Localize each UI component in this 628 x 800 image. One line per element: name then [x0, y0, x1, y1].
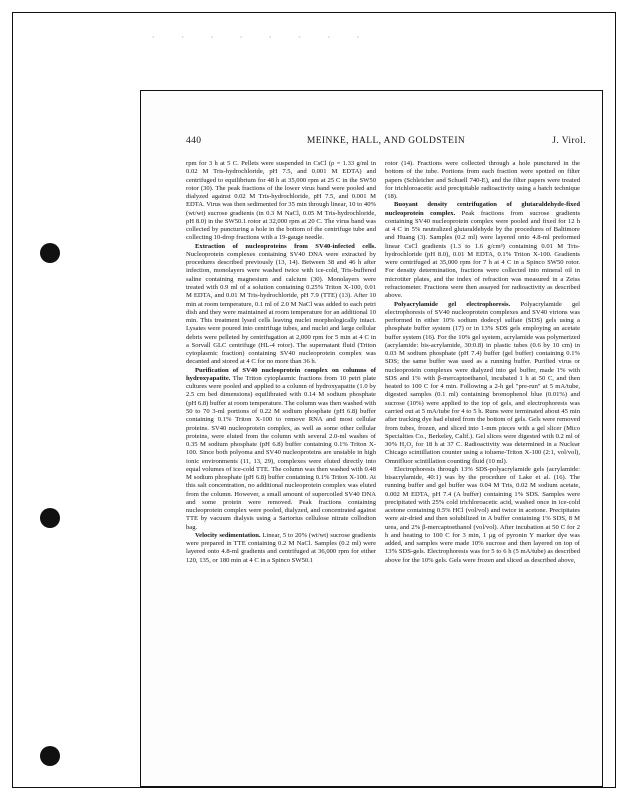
journal-page [140, 90, 603, 787]
running-authors: MEINKE, HALL, AND GOLDSTEIN [306, 136, 466, 146]
paragraph: Purification of SV40 nucleoprotein complex on columns of hydroxyapatite. The Triton cytoplasmic fractions from 10 petri plate cultures were pooled and applied to a column of hydroxyapatite (1.0 by 2.5 cm bed dimensions) equilibrated with 0.14 M sodium phosphate (pH 6.8) buffer at room temperature. The column was then washed with 50 to 70 3-ml portions of 0.22 M sodium phosphate (pH 6.8) buffer containing 0.1% Triton X-100 to remove RNA and most cellular proteins. SV40 nucleoprotein complex, as well as some other cellular proteins, were eluted from the column with several 2.0-ml washes of 0.35 M sodium phosphate (pH 6.8) buffer containing 0.1% Triton X-100. Since both polyoma and SV40 nucleoproteins are unstable in high ionic environments (11, 13, 29), complexes were eluted directly into equal volumes of ice-cold TTE. The column was then washed with 0.48 M sodium phosphate (pH 6.8) buffer containing 0.1% Triton X-100. At this salt concentration, no additional nucleoprotein complex was eluted from the column. However, a small amount of supercoiled SV40 DNA and some protein were removed. Peak fractions containing nucleoprotein complex were pooled, dialyzed, and concentrated against TTE by vacuum dialysis using a Sartorius cellulose nitrate collodion bag. [186, 366, 376, 531]
section-heading: Purification of SV40 nucleoprotein complex on columns of hydroxyapatite. [186, 366, 376, 382]
bleed-through-marks: · · · · · · · · [150, 31, 370, 44]
paragraph: Electrophoresis through 13% SDS-polyacrylamide gels (acrylamide: bisacrylamide, 40:1) was by the procedure of Lake et al. (16). The running buffer and gel buffer was 0.04 M Tris, 0.02 M sodium acetate, 0.002 M EDTA, pH 7.4 (A buffer) containing 1% SDS. Samples were precipitated with 25% cold trichloroacetic acid, washed once in ice-cold acetone containing 0.5% HCl (vol/vol) and twice in acetone. Precipitates were air-dried and then solubilized in A buffer containing 1% SDS, 8 M urea, and 2% β-mercaptoethanol (vol/vol). After incubation at 50 C for 2 h and heating to 100 C for 3 min, 1 μg of pyronin Y marker dye was added, and samples were made 10% sucrose and then layered on top of 13% SDS-gels. Electrophoresis was for 5 to 6 h (5 mA/tube) as described above for the 10% gels. Gels were frozen and sliced as described above, [385, 465, 580, 564]
left-column [186, 160, 376, 565]
section-heading: Velocity sedimentation. [195, 531, 261, 539]
binder-hole-middle [40, 508, 60, 528]
paragraph: rpm for 3 h at 5 C. Pellets were suspended in CsCl (ρ = 1.33 g/ml in 0.02 M Tris-hydrochloride, pH 7.5, and 0.001 M EDTA) and centrifuged to equilibrium for 48 h at 35,000 rpm at 25 C in the SW50 rotor (30). The peak fractions of the lower virus band were pooled and dialyzed against 0.02 M Tris-hydrochloride, pH 7.5, and 0.001 M EDTA. Virus was then sedimented for 35 min through linear, 10 to 40% (wt/wt) sucrose gradients (in 0.3 M NaCl, 0.05 M Tris-hydrochloride, pH 8.0) in the SW50.1 rotor at 32,000 rpm at 20 C. The virus band was collected by puncturing a hole in the bottom of the centrifuge tube and collecting 10-drop fractions with a 19-gauge needle. [186, 160, 376, 242]
right-column [385, 160, 580, 565]
paragraph: rotor (14). Fractions were collected through a hole punctured in the bottom of the tube. Portions from each fraction were spotted on filter papers (Schleicher and Schuell 740-E), and the filter papers were treated for trichloroacetic acid precipitable radioactivity using a batch technique (18). [385, 160, 580, 201]
binder-hole-bottom [40, 746, 60, 766]
paragraph: Buoyant density centrifugation of glutaraldehyde-fixed nucleoprotein complex. Peak fractions from sucrose gradients containing SV40 nucleoprotein complex were pooled and fixed for 12 h at 4 C in 5% neutralized glutaraldehyde by the procedures of Baltimore and Huang (3). Samples (0.2 ml) were layered onto 4.8-ml preformed linear CsCl gradients (1.3 to 1.6 g/cm³) containing 0.01 M Tris-hydrochloride (pH 8.0), 0.01 M EDTA, 0.1% Triton X-100. Gradients were centrifuged at 35,000 rpm for 7 h at 4 C in a Spinco SW50 rotor. For density determination, fractions were collected into mineral oil in microtiter plates, and the index of refraction was measured in a Zeiss refractometer. Fractions were then assayed for radioactivity as described above. [385, 201, 581, 300]
binder-hole-top [40, 243, 60, 263]
page-number: 440 [186, 136, 202, 146]
paragraph: Extraction of nucleoproteins from SV40-infected cells. Nucleoprotein complexes containing SV40 DNA were extracted by procedures described previously (13, 14). Between 38 and 46 h after infection, monolayers were washed twice with ice-cold, Tris-buffered saline containing magnesium and calcium (30). Monolayers were treated with 0.9 ml of a solution containing 0.25% Triton X-100, 0.01 M EDTA, and 0.01 M Tris-hydrochloride, pH 7.9 (TTE) (13). After 10 min at room temperature, 0.1 ml of 2.0 M NaCl was added to each petri dish and they were maintained at room temperature for an additional 10 min. This treatment lysed cells leaving nuclei morphologically intact. Lysates were poured into centrifuge tubes, and nuclei and large cellular debris were pelleted by centrifugation at 2,000 rpm for 5 min at 4 C in a Sorvall GLC centrifuge (HL-4 rotor). The supernatant fluid (Triton cytoplasmic fraction) containing SV40 nucleoprotein complex was decanted and stored at 4 C for no more than 36 h. [186, 242, 376, 366]
running-header [186, 136, 586, 150]
paragraph: Velocity sedimentation. Linear, 5 to 20% (wt/wt) sucrose gradients were prepared in TTE containing 0.2 M NaCl. Samples (0.2 ml) were layered onto 4.8-ml gradients and centrifuged at 36,000 rpm for either 120, 135, or 180 min at 4 C in a Spinco SW50.1 [186, 531, 376, 564]
paragraph: Polyacrylamide gel electrophoresis. Polyacrylamide gel electrophoresis of SV40 nucleoprotein complexes and SV40 virions was performed in either 10% sodium dodecyl sulfate (SDS) gels using a phosphate buffer system (17) or in 13% SDS gels employing an acetate buffer system (16). For the 10% gel system, acrylamide was polymerized (acrylamide: bis-acrylamide, 30:0.8) in plastic tubes (0.6 by 10 cm) in 0.03 M sodium phosphate (pH 7.4) buffer (gel buffer) containing 0.1% SDS; the same buffer was used as a running buffer. Purified virus or nucleoprotein complexes were dialyzed into gel buffer, made 1% with SDS and 1% with β-mercaptoethanol, incubated 1 h at 50 C, and then heated to 100 C for 4 min. Following a 2-h gel "pre-run" at 5 mA/tube, digested samples (0.1 ml) containing bromophenol blue (0.01%) and sucrose (10%) were applied to the top of gels, and electrophoresis was carried out at 5 mA/tube for 4 to 5 h. Runs were terminated about 45 min after tracking dye had eluted from the bottom of gels. Gels were removed from tubes, frozen, and sliced into 1-mm pieces with a gel slicer (Mico Specialties Co., Berkeley, Calif.). Gel slices were digested with 0.2 ml of 30% H₂O₂ for 18 h at 37 C. Radioactivity was determined in a Nuclear Chicago scintillation counter using a toluene-Triton X-100 (2:1, vol/vol), Omnifluor scintillation counting fluid (10 ml). [385, 300, 580, 465]
section-heading: Buoyant density centrifugation of glutaraldehyde-fixed nucleoprotein complex. [385, 201, 580, 217]
journal-name: J. Virol. [552, 136, 586, 146]
section-heading: Polyacrylamide gel electrophoresis. [394, 300, 511, 308]
section-heading: Extraction of nucleoproteins from SV40-infected cells. [195, 242, 376, 250]
